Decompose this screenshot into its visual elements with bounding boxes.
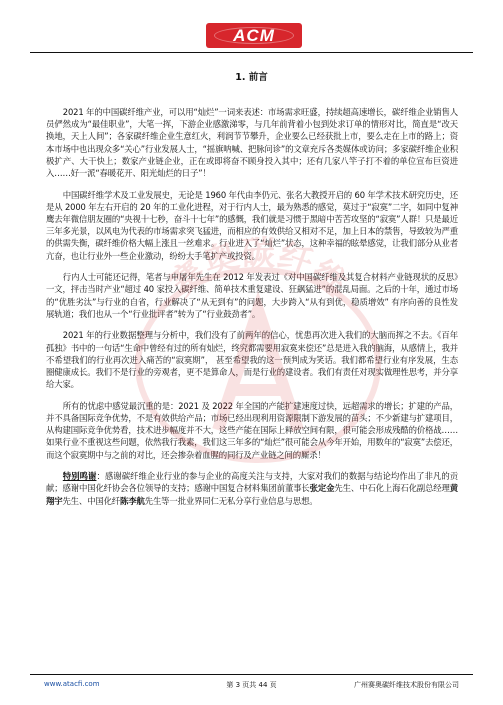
header-rule bbox=[30, 52, 473, 53]
paragraph-1: 2021 年的中国碳纤维产业，可以用“灿烂”一词来表述：市场需求旺盛，持续超高速增长，碳纤维企业销售人员俨然成为“最佳职业”，大笔一挥，下游企业感激涕零，与几年前背着小包到处求订单的情形对比，简直是“改天换地，天上人间”；各家碳纤维企业生意红火，利润节节攀升，企业要么已经获批上市，要么走在上市的路上；资本市场中也出现众多“关心”行业发展人士，“摇旗呐喊、把脉问诊”的文章充斥各类媒体或访问；多家碳纤维企业积极扩产、大干快上；数家产业链企业，正在或即将奋不顾身投入其中；还有几家八竿子打不着的单位宣布巨资进入……好一派“春暖花开、阳光灿烂的日子”！ bbox=[46, 107, 458, 179]
paragraph-4: 2021 年的行业数据整理与分析中，我们没有了前两年的信心，忧患再次进入我们的大脑而挥之不去。《百年孤独》书中的一句话“生命中曾经有过的所有灿烂，终究都需要用寂寞来偿还”总是进入我的脑海，从感情上，我并不希望我们的行业再次进入痛苦的“寂寞期”， 甚至希望我的这一预判成为笑话。我们都希望行业有序发展，生态圈健康成长。我们不是行业的旁观者，更不是算命人，而是行业的建设者。我们有责任对现实做理性思考，并分享给大家。 bbox=[46, 330, 458, 390]
watermark-text: 赛奥碳纤维 bbox=[162, 234, 354, 306]
acknowledgement-text-2: 先生、中石化上海石化副总经理 bbox=[334, 483, 450, 494]
paragraph-3: 行内人士可能还记得，笔者与申屠年先生在 2012 年发表过《对中国碳纤维及其复合材料产业链现状的反思》一文，抨击当时产业“超过 40 家投入碳纤维、简单技术重复建设、狂飙猛进”的混乱局面。之后的十年，通过市场的“优胜劣汰”与行业的自省，行业解决了“从无到有”的问题，大步跨入“从有到优，稳质增效” 有序向善的良性发展轨道；我们也从一个“行业批评者”转为了“行业鼓劲者”。 bbox=[46, 272, 458, 319]
footer-website-link[interactable]: www.atacfi.com bbox=[44, 680, 100, 688]
company-logo: ACM bbox=[206, 23, 302, 48]
acknowledged-name-2: 黄翔宇 bbox=[46, 483, 458, 506]
acknowledgement-text-3: 先生、中国化纤 bbox=[62, 495, 121, 506]
acknowledgement-paragraph bbox=[46, 470, 458, 507]
footer-rule bbox=[30, 674, 473, 675]
acknowledgement-text-1: ：感谢碳纤维企业行业的参与企业的高度关注与支持，大家对我们的数据与结论均作出了非凡的贡献；感谢中国化纤协会各位领导的支持；感谢中国复合材料集团前董事长 bbox=[46, 471, 458, 494]
acknowledgement-label: 特别鸣谢 bbox=[62, 471, 97, 482]
paragraph-5: 所有的忧虑中感觉最沉重的是：2021 及 2022 年全国的产能扩建速度过快，远超需求的增长；扩建的产品，并不具备国际竞争优势，不是有效供给产品；市场已经出现利用资源限制下游发展的苗头；不少新建与扩建项目，从构建国际竞争优势看，技术进步幅度并不大，这些产能在国际上释放空间有限，很可能会形成残酷的价格战……如果行业不重视这些问题，依然我行我素，我们这三年多的“灿烂”很可能会从今年开始，用数年的“寂寞”去偿还，而这个寂寞期中与之前的对比，还会掺杂着血腥的同行及产业链之间的厮杀！ bbox=[46, 400, 458, 460]
section-title: 1. 前言 bbox=[235, 72, 268, 83]
acknowledged-name-3: 陈李航 bbox=[120, 495, 145, 506]
paragraph-2: 中国碳纤维学术及工业发展史，无论是 1960 年代由李仍元、张名大教授开启的 60 年学术技术研究历史，还是从 2000 年左右开启的 20 年的工业化进程，对于行内人士，最为熟悉的感觉，莫过于“寂寞”二字，如同中复神鹰去年微信朋友圈的“央视十七秒，奋斗十七年”的感慨，我们就是习惯于黑暗中苦苦攻坚的“寂寞”人群！只是最近三年多光景，以风电为代表的市场需求突飞猛进，而相应的有效供给又相对不足，加上日本的禁售，导致较为严重的供需失衡，碳纤维价格大幅上涨且一丝难求。行业进入了“灿烂”状态，这种幸福的眩晕感觉，让我们部分从业者亢奋，也让行业外一些企业激动，纷纷大手笔扩产或投资。 bbox=[46, 189, 458, 261]
footer-company-name: 广州赛奥碳纤维技术股份有限公司 bbox=[354, 681, 459, 689]
acknowledged-name-1: 张定金 bbox=[309, 483, 335, 494]
footer-page-number: 第 3 页共 44 页 bbox=[226, 681, 277, 689]
body-content bbox=[46, 106, 458, 516]
acknowledgement-text-4: 先生等一批业界同仁无私分享行业信息与思想。 bbox=[144, 495, 318, 506]
